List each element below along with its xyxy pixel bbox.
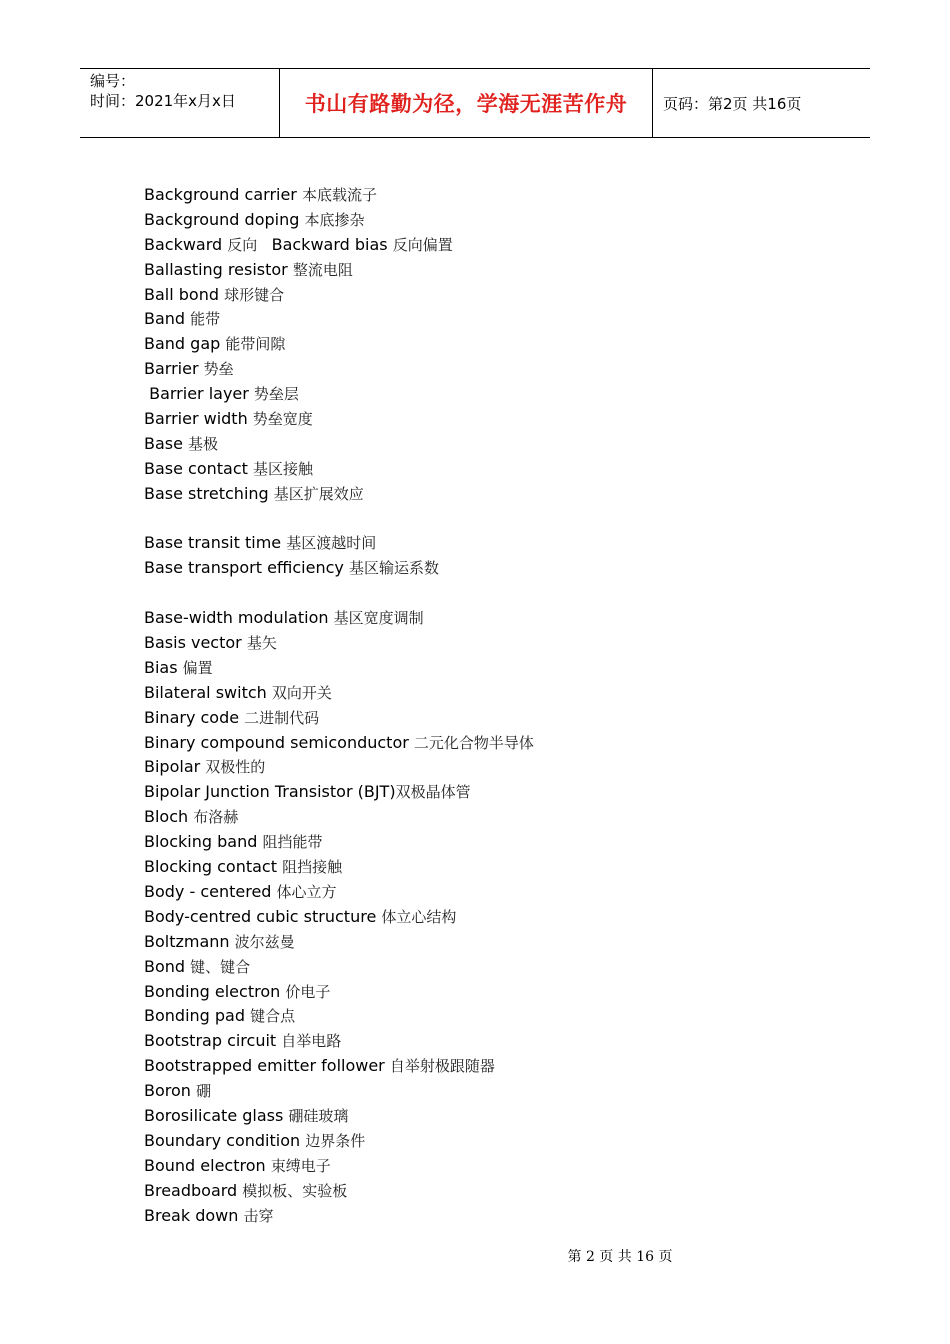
term-english: Binary code bbox=[144, 707, 245, 727]
term-chinese: 体心立方 bbox=[276, 882, 337, 901]
term-english: Bootstrapped emitter follower bbox=[144, 1056, 390, 1076]
glossary-entry bbox=[144, 755, 844, 780]
term-chinese: 模拟板、实验板 bbox=[242, 1181, 348, 1200]
term-english: Base transport efficiency bbox=[144, 558, 349, 578]
term-english: Bound electron bbox=[144, 1155, 271, 1175]
term-english: Ball bond bbox=[144, 284, 225, 304]
term-english: Basis vector bbox=[144, 633, 247, 653]
glossary-entry bbox=[144, 1129, 844, 1154]
term-chinese: 二元化合物半导体 bbox=[413, 733, 534, 752]
page-header bbox=[80, 68, 870, 138]
number-label: 编号： bbox=[90, 72, 136, 90]
term-chinese: 势垒宽度 bbox=[252, 410, 313, 429]
glossary-entry bbox=[144, 1204, 844, 1229]
glossary-entry bbox=[144, 382, 844, 407]
term-english: Bonding electron bbox=[144, 981, 286, 1001]
term-english: Bipolar Junction Transistor (BJT) bbox=[144, 782, 396, 802]
term-english: Boron bbox=[144, 1081, 197, 1101]
term-english: Body - centered bbox=[144, 881, 277, 901]
term-english: Binary compound semiconductor bbox=[144, 732, 414, 752]
term-chinese: 双向开关 bbox=[271, 683, 332, 702]
term-chinese: 布洛赫 bbox=[193, 808, 239, 827]
term-english: Band bbox=[144, 309, 191, 329]
term-chinese: 基区渡越时间 bbox=[286, 534, 377, 553]
term-chinese: 自举电路 bbox=[281, 1032, 342, 1051]
term-chinese: 阻挡接触 bbox=[282, 858, 343, 877]
glossary-entry bbox=[144, 980, 844, 1005]
glossary-entry bbox=[144, 656, 844, 681]
term-english: Blocking band bbox=[144, 832, 263, 852]
term-english: Bond bbox=[144, 956, 191, 976]
glossary-entry bbox=[144, 258, 844, 283]
glossary-entry bbox=[144, 905, 844, 930]
term-chinese: 阻挡能带 bbox=[262, 833, 323, 852]
glossary-entry bbox=[144, 457, 844, 482]
term-english: Barrier layer bbox=[144, 384, 254, 404]
term-chinese: 本底掺杂 bbox=[304, 210, 365, 229]
glossary-entry bbox=[144, 183, 844, 208]
glossary-entry bbox=[144, 606, 844, 631]
glossary-entry bbox=[144, 581, 844, 606]
glossary-entry bbox=[144, 830, 844, 855]
term-english: Band gap bbox=[144, 334, 226, 354]
glossary-entry bbox=[144, 631, 844, 656]
term-english: Ballasting resistor bbox=[144, 259, 293, 279]
term-english: Bloch bbox=[144, 807, 194, 827]
term-chinese: 基矢 bbox=[246, 634, 277, 653]
glossary-entry bbox=[144, 307, 844, 332]
term-chinese: 基区扩展效应 bbox=[273, 484, 364, 503]
glossary-entry bbox=[144, 407, 844, 432]
glossary-entry bbox=[144, 531, 844, 556]
glossary-entry bbox=[144, 706, 844, 731]
term-chinese: 键合点 bbox=[250, 1007, 296, 1026]
term-chinese: 体立心结构 bbox=[381, 907, 457, 926]
term-chinese: 势垒 bbox=[203, 360, 234, 379]
term-english: Background carrier bbox=[144, 185, 302, 204]
glossary-entry bbox=[144, 1079, 844, 1104]
glossary-entry bbox=[144, 507, 844, 532]
term-english: Boundary condition bbox=[144, 1130, 306, 1150]
glossary-entry bbox=[144, 482, 844, 507]
term-english: Bootstrap circuit bbox=[144, 1031, 282, 1051]
time-label: 时间：2021年x月x日 bbox=[90, 92, 236, 110]
glossary-list bbox=[144, 183, 844, 1228]
term-chinese: 基极 bbox=[188, 434, 219, 453]
glossary-entry bbox=[144, 855, 844, 880]
term-english: Background doping bbox=[144, 209, 305, 229]
header-meta-cell bbox=[80, 69, 280, 137]
term-chinese: 基区输运系数 bbox=[348, 559, 439, 578]
term-english: Barrier bbox=[144, 359, 204, 379]
term-english: Base stretching bbox=[144, 483, 274, 503]
term-chinese: 键、键合 bbox=[190, 957, 251, 976]
term-english: Body-centred cubic structure bbox=[144, 906, 382, 926]
glossary-entry bbox=[144, 283, 844, 308]
term-chinese: 硼硅玻璃 bbox=[288, 1106, 349, 1125]
term-english: Backward bias bbox=[271, 234, 393, 254]
term-english: Base contact bbox=[144, 458, 254, 478]
glossary-entry bbox=[144, 1004, 844, 1029]
term-english: Blocking contact bbox=[144, 857, 283, 877]
term-chinese: 双极晶体管 bbox=[395, 783, 471, 802]
glossary-entry bbox=[144, 233, 844, 258]
term-chinese: 势垒层 bbox=[253, 385, 299, 404]
term-english: Borosilicate glass bbox=[144, 1105, 289, 1125]
glossary-entry bbox=[144, 1179, 844, 1204]
glossary-entry bbox=[144, 805, 844, 830]
term-chinese: 价电子 bbox=[285, 982, 331, 1001]
term-chinese: 硼 bbox=[196, 1082, 212, 1101]
term-chinese: 能带 bbox=[190, 310, 221, 329]
glossary-entry bbox=[144, 880, 844, 905]
term-chinese: 基区接触 bbox=[253, 459, 314, 478]
term-chinese: 反向偏置 bbox=[392, 235, 453, 254]
term-chinese: 双极性的 bbox=[205, 758, 266, 777]
term-chinese: 球形键合 bbox=[224, 285, 285, 304]
term-chinese: 击穿 bbox=[243, 1206, 274, 1225]
term-chinese: 波尔兹曼 bbox=[234, 932, 295, 951]
glossary-entry bbox=[144, 780, 844, 805]
term-english: Bipolar bbox=[144, 757, 206, 777]
term-chinese: 边界条件 bbox=[305, 1131, 366, 1150]
term-english: Barrier width bbox=[144, 409, 253, 429]
glossary-entry bbox=[144, 1029, 844, 1054]
header-page-info: 页码：第2页 共16页 bbox=[663, 94, 802, 113]
glossary-entry bbox=[144, 1154, 844, 1179]
term-english: Bonding pad bbox=[144, 1006, 251, 1026]
term-chinese: 自举射极跟随器 bbox=[389, 1057, 495, 1076]
term-english: Base-width modulation bbox=[144, 608, 334, 628]
glossary-entry bbox=[144, 955, 844, 980]
term-chinese: 反向 bbox=[227, 235, 272, 254]
term-english: Breadboard bbox=[144, 1180, 243, 1200]
term-english: Bilateral switch bbox=[144, 682, 272, 702]
glossary-entry bbox=[144, 432, 844, 457]
glossary-entry bbox=[144, 1054, 844, 1079]
term-english: Bias bbox=[144, 657, 183, 677]
glossary-entry bbox=[144, 357, 844, 382]
header-motto: 书山有路勤为径，学海无涯苦作舟 bbox=[280, 69, 653, 137]
term-english: Base bbox=[144, 433, 189, 453]
glossary-entry bbox=[144, 681, 844, 706]
glossary-entry bbox=[144, 556, 844, 581]
term-english: Boltzmann bbox=[144, 931, 235, 951]
term-chinese: 能带间隙 bbox=[225, 335, 286, 354]
term-chinese: 本底载流子 bbox=[301, 186, 377, 204]
glossary-entry bbox=[144, 208, 844, 233]
term-chinese: 基区宽度调制 bbox=[333, 609, 424, 628]
glossary-entry bbox=[144, 332, 844, 357]
term-chinese: 偏置 bbox=[182, 658, 213, 677]
page-footer: 第 2 页 共 16 页 bbox=[567, 1249, 673, 1265]
term-english: Backward bbox=[144, 234, 228, 254]
term-english: Break down bbox=[144, 1205, 244, 1225]
glossary-entry bbox=[144, 731, 844, 756]
term-chinese: 束缚电子 bbox=[270, 1156, 331, 1175]
term-chinese: 二进制代码 bbox=[244, 708, 320, 727]
glossary-entry bbox=[144, 930, 844, 955]
term-chinese: 整流电阻 bbox=[292, 260, 353, 279]
glossary-entry bbox=[144, 1104, 844, 1129]
term-english: Base transit time bbox=[144, 533, 287, 553]
